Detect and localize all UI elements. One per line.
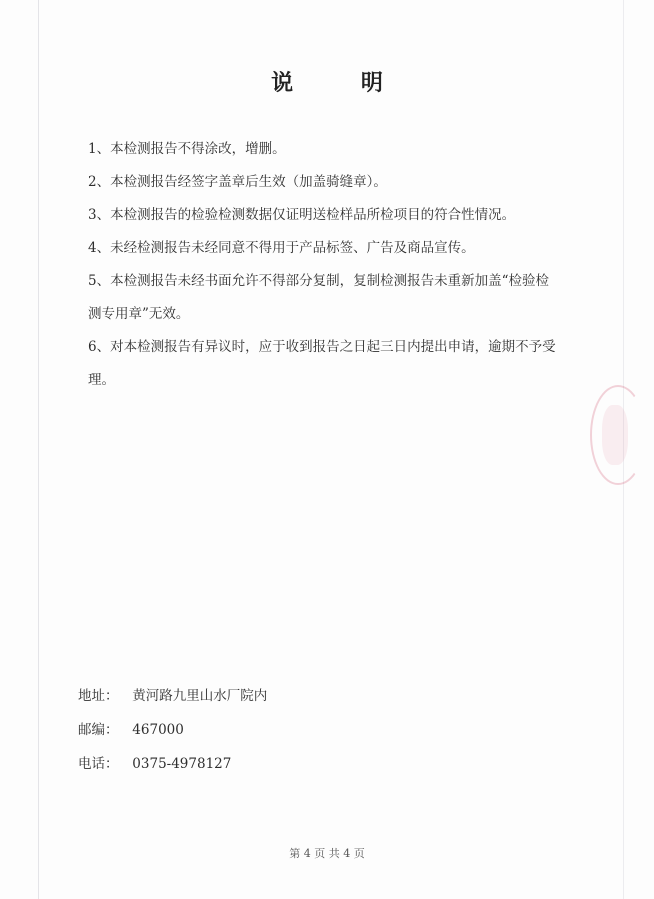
contact-block [78,682,267,784]
postcode-label: 邮编： [78,722,119,738]
seal-stamp-fill [602,405,628,465]
note-item-5-continuation [88,298,618,331]
address-label: 地址： [78,688,119,704]
note-item-1 [88,133,618,166]
note-text: 1、本检测报告不得涂改，增删。 [88,141,286,157]
phone-row [78,750,267,784]
page-footer: 第 4 页 共 4 页 [289,847,365,860]
phone-label: 电话： [78,756,119,772]
postcode-value: 467000 [132,722,184,738]
note-text: 理。 [88,372,115,388]
phone-value: 0375-4978127 [132,756,232,772]
note-item-4 [88,232,618,265]
note-text: 5、本检测报告未经书面允许不得部分复制，复制检测报告未重新加盖“检验检 [88,273,549,289]
note-text: 测专用章”无效。 [88,306,190,322]
seal-stamp [590,385,646,485]
note-item-6-continuation [88,364,618,397]
address-row [78,682,267,716]
note-text: 6、对本检测报告有异议时，应于收到报告之日起三日内提出申请，逾期不予受 [88,339,556,355]
notes-list [88,133,618,397]
note-text: 2、本检测报告经签字盖章后生效（加盖骑缝章）。 [88,174,387,190]
note-text: 4、未经检测报告未经同意不得用于产品标签、广告及商品宣传。 [88,240,475,256]
note-text: 3、本检测报告的检验检测数据仅证明送检样品所检项目的符合性情况。 [88,207,516,223]
postcode-row [78,716,267,750]
page-left-edge [38,0,39,899]
note-item-6 [88,331,618,364]
address-value: 黄河路九里山水厂院内 [132,688,268,704]
note-item-5 [88,265,618,298]
page-title: 说 明 [271,70,413,96]
note-item-2 [88,166,618,199]
note-item-3 [88,199,618,232]
